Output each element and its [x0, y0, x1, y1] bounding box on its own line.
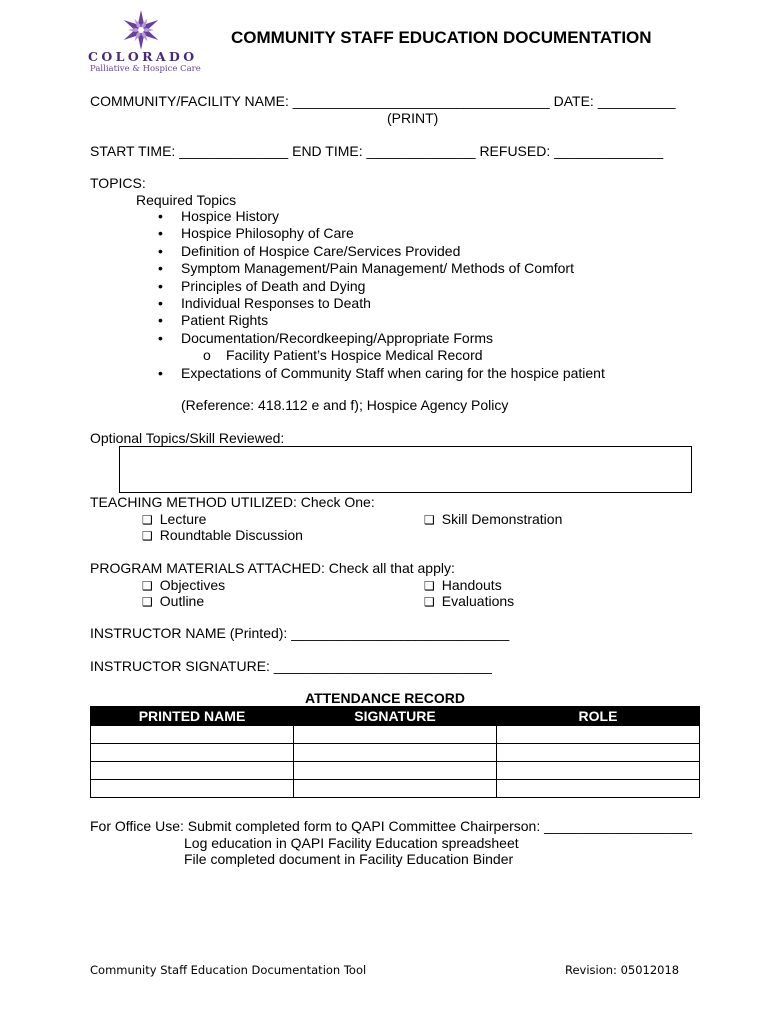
attendance-title: ATTENDANCE RECORD — [305, 690, 465, 706]
end-time-label: END TIME: — [292, 143, 363, 159]
checkbox-icon[interactable]: ❑ — [142, 529, 153, 543]
required-topics-list — [158, 208, 605, 382]
instructor-signature-field[interactable]: ____________________________ — [273, 658, 492, 674]
table-cell[interactable] — [294, 726, 497, 744]
bullet-icon: • — [158, 294, 163, 311]
facility-name-label: COMMUNITY/FACILITY NAME: — [90, 93, 289, 109]
list-item: • Individual Responses to Death — [158, 294, 371, 311]
logo-subtitle: Palliative & Hospice Care — [90, 64, 201, 74]
table-row — [91, 762, 700, 780]
instructor-name-label: INSTRUCTOR NAME (Printed): — [90, 625, 288, 641]
checkbox-icon[interactable]: ❑ — [424, 579, 435, 593]
materials-heading: PROGRAM MATERIALS ATTACHED: Check all that apply: — [90, 560, 455, 576]
list-item: • Expectations of Community Staff when caring for the hospice patient — [158, 364, 605, 381]
topics-heading: TOPICS: — [90, 175, 146, 191]
bullet-icon: • — [158, 260, 163, 277]
skill-demo-option[interactable]: ❑ Skill Demonstration — [424, 511, 563, 527]
chairperson-field[interactable]: ___________________ — [544, 818, 693, 834]
column-header-role: ROLE — [497, 707, 700, 726]
office-use-log-note: Log education in QAPI Facility Education spreadsheet — [184, 835, 519, 851]
bullet-icon: • — [158, 208, 163, 224]
table-cell[interactable] — [294, 780, 497, 798]
list-item: • Documentation/Recordkeeping/Appropriate Forms — [158, 329, 494, 346]
list-item: • Patient Rights — [158, 312, 269, 329]
required-topics-heading: Required Topics — [136, 192, 237, 208]
bullet-icon: • — [158, 242, 163, 259]
column-header-printed-name: PRINTED NAME — [91, 707, 294, 726]
table-row — [91, 744, 700, 762]
reference-note: (Reference: 418.112 e and f); Hospice Agency Policy — [181, 397, 509, 413]
start-time-label: START TIME: — [90, 143, 176, 159]
page-title: COMMUNITY STAFF EDUCATION DOCUMENTATION — [231, 28, 652, 47]
table-cell[interactable] — [91, 726, 294, 744]
print-note: (PRINT) — [387, 110, 439, 126]
end-time-field[interactable]: ______________ — [366, 143, 476, 159]
date-label: DATE: — [553, 93, 594, 109]
checkbox-icon[interactable]: ❑ — [424, 595, 435, 609]
bullet-icon: • — [158, 312, 163, 329]
refused-label: REFUSED: — [479, 143, 551, 159]
table-row — [91, 726, 700, 744]
instructor-signature-label: INSTRUCTOR SIGNATURE: — [90, 658, 270, 674]
office-use-instruction: For Office Use: Submit completed form to QAPI Committee Chairperson: — [90, 818, 541, 834]
instructor-name-field[interactable]: ____________________________ — [291, 625, 510, 641]
footer-document-title: Community Staff Education Documentation Tool — [90, 963, 367, 977]
objectives-option[interactable]: ❑ Objectives — [142, 577, 226, 593]
instructor-name-row — [90, 625, 509, 641]
list-item: • Hospice Philosophy of Care — [158, 225, 354, 242]
list-item: • Principles of Death and Dying — [158, 277, 366, 294]
table-cell[interactable] — [91, 762, 294, 780]
office-use-row — [90, 818, 692, 834]
table-row — [91, 780, 700, 798]
bullet-icon: • — [158, 225, 163, 242]
office-use-file-note: File completed document in Facility Education Binder — [184, 851, 514, 867]
table-cell[interactable] — [497, 744, 700, 762]
list-item: • Hospice History — [158, 208, 280, 224]
roundtable-option[interactable]: ❑ Roundtable Discussion — [142, 527, 303, 543]
teaching-method-heading: TEACHING METHOD UTILIZED: Check One: — [90, 494, 375, 510]
bullet-icon: • — [158, 364, 163, 381]
attendance-table — [90, 706, 700, 798]
facility-row — [90, 93, 676, 109]
column-header-signature: SIGNATURE — [294, 707, 497, 726]
date-field[interactable]: __________ — [597, 93, 676, 109]
list-item: • Definition of Hospice Care/Services Provided — [158, 242, 461, 259]
lecture-option[interactable]: ❑ Lecture — [142, 511, 207, 527]
circle-bullet-icon: o — [203, 347, 211, 364]
optional-topics-textbox[interactable] — [119, 446, 692, 493]
list-sub-item: o Facility Patient’s Hospice Medical Record — [203, 347, 483, 364]
checkbox-icon[interactable]: ❑ — [142, 513, 153, 527]
checkbox-icon[interactable]: ❑ — [424, 513, 435, 527]
checkbox-icon[interactable]: ❑ — [142, 579, 153, 593]
table-cell[interactable] — [294, 744, 497, 762]
bullet-icon: • — [158, 329, 163, 346]
logo-wordmark: COLORADO — [88, 49, 198, 64]
table-cell[interactable] — [497, 762, 700, 780]
optional-topics-label: Optional Topics/Skill Reviewed: — [90, 430, 285, 446]
table-cell[interactable] — [497, 780, 700, 798]
footer-revision: Revision: 05012018 — [565, 963, 680, 977]
refused-field[interactable]: ______________ — [554, 143, 664, 159]
start-time-field[interactable]: ______________ — [179, 143, 289, 159]
table-cell[interactable] — [497, 726, 700, 744]
facility-name-field[interactable]: _________________________________ — [292, 93, 550, 109]
table-header-row — [91, 707, 700, 726]
times-row — [90, 143, 663, 159]
outline-option[interactable]: ❑ Outline — [142, 593, 205, 609]
handouts-option[interactable]: ❑ Handouts — [424, 577, 502, 593]
instructor-signature-row — [90, 658, 492, 674]
table-cell[interactable] — [91, 744, 294, 762]
table-cell[interactable] — [294, 762, 497, 780]
bullet-icon: • — [158, 277, 163, 294]
evaluations-option[interactable]: ❑ Evaluations — [424, 593, 515, 609]
checkbox-icon[interactable]: ❑ — [142, 595, 153, 609]
list-item: • Symptom Management/Pain Management/ Methods of Comfort — [158, 260, 574, 277]
table-cell[interactable] — [91, 780, 294, 798]
